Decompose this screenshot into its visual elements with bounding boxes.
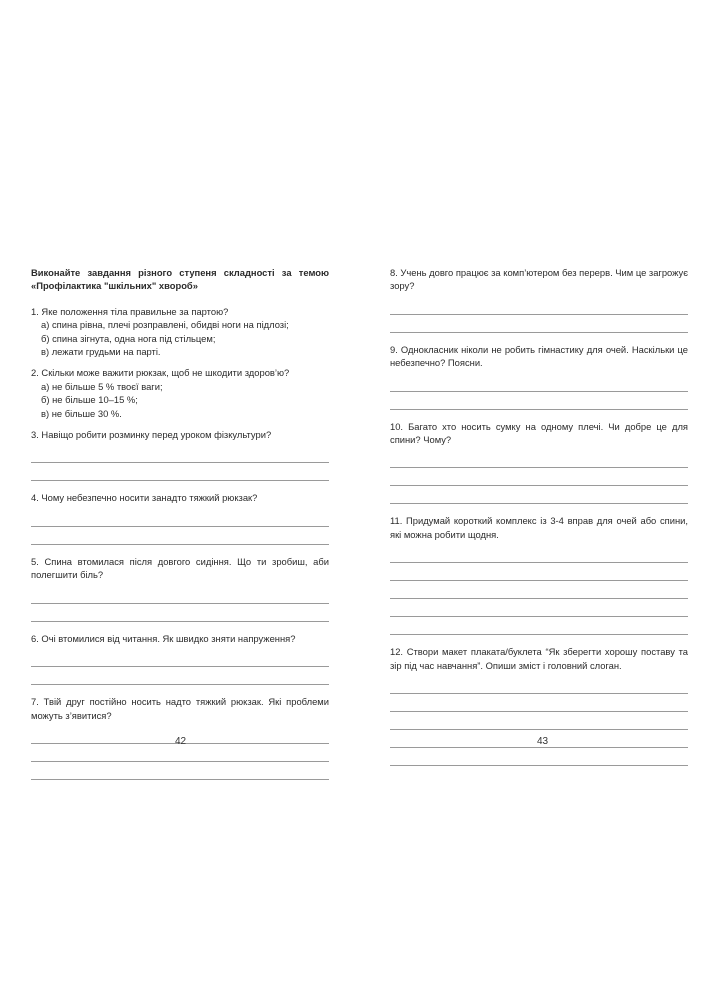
option-2c: в) не більше 30 %. [41,407,122,419]
question-4: 4. Чому небезпечно носити занадто тяжкий рюкзак? [31,492,258,504]
left-page [31,266,329,780]
answer-line[interactable] [31,509,329,527]
worksheet-title: Виконайте завдання різного ступеня складності за темою «Профілактика "шкільних" хвороб» [31,267,329,292]
answer-line[interactable] [390,545,688,563]
question-11: 11. Придумай короткий комплекс із 3-4 вправ для очей або спини, які можна робити щодня. [390,515,688,540]
answer-line[interactable] [31,445,329,463]
option-2a: а) не більше 5 % твоєї ваги; [41,380,163,392]
answer-line[interactable] [390,450,688,468]
answer-line[interactable] [31,649,329,667]
question-3: 3. Навіщо робити розминку перед уроком фізкультури? [31,429,272,441]
answer-lines-6 [31,649,329,685]
question-2: 2. Скільки може важити рюкзак, щоб не шкодити здоров’ю? [31,367,290,379]
answer-line[interactable] [390,392,688,410]
answer-lines-12 [390,676,688,766]
answer-line[interactable] [390,374,688,392]
answer-line[interactable] [31,586,329,604]
answer-line[interactable] [390,297,688,315]
option-1c: в) лежати грудьми на парті. [41,346,161,358]
answer-line[interactable] [390,563,688,581]
answer-line[interactable] [390,315,688,333]
question-5: 5. Спина втомилася після довгого сидіння. Що ти зробиш, аби полегшити біль? [31,555,329,581]
answer-lines-5 [31,586,329,622]
question-10: 10. Багато хто носить сумку на одному плечі. Чи добре це для спини? Чому? [390,420,688,446]
answer-line[interactable] [390,581,688,599]
question-1: 1. Яке положення тіла правильне за партою? [31,305,229,317]
right-page [390,266,688,766]
option-2b: б) не більше 10–15 %; [41,394,138,406]
option-1a: а) спина рівна, плечі розправлені, обидві ноги на підлозі; [41,319,289,331]
question-9: 9. Однокласник ніколи не робить гімнастику для очей. Наскільки це небезпечно? Поясни. [390,343,688,369]
question-2-options [41,380,329,420]
page-number-left: 42 [175,736,187,747]
answer-line[interactable] [390,676,688,694]
question-8: 8. Учень довго працює за комп’ютером без перерв. Чим це загрожує зору? [390,267,688,292]
answer-line[interactable] [31,762,329,780]
answer-lines-11 [390,545,688,635]
option-1b: б) спина зігнута, одна нога під стільцем; [41,332,216,344]
answer-line[interactable] [390,694,688,712]
answer-line[interactable] [390,468,688,486]
question-12: 12. Створи макет плаката/буклета “Як зберегти хорошу поставу та зір під час навчання”. Опиши зміст і головний слоган. [390,646,688,671]
answer-line[interactable] [31,463,329,481]
answer-lines-9 [390,374,688,410]
answer-lines-4 [31,509,329,545]
question-1-options [41,318,329,358]
answer-line[interactable] [31,527,329,545]
question-6: 6. Очі втомилися від читання. Як швидко зняти напруження? [31,632,296,644]
answer-lines-7 [31,726,329,780]
answer-lines-10 [390,450,688,504]
answer-line[interactable] [390,599,688,617]
answer-line[interactable] [390,486,688,504]
answer-lines-8 [390,297,688,333]
question-7: 7. Твій друг постійно носить надто тяжкий рюкзак. Які проблеми можуть з’явитися? [31,696,329,721]
answer-line[interactable] [390,617,688,635]
answer-line[interactable] [390,712,688,730]
answer-lines-3 [31,445,329,481]
answer-line[interactable] [31,604,329,622]
answer-line[interactable] [31,667,329,685]
page-number-right: 43 [537,736,549,747]
answer-line[interactable] [390,748,688,766]
